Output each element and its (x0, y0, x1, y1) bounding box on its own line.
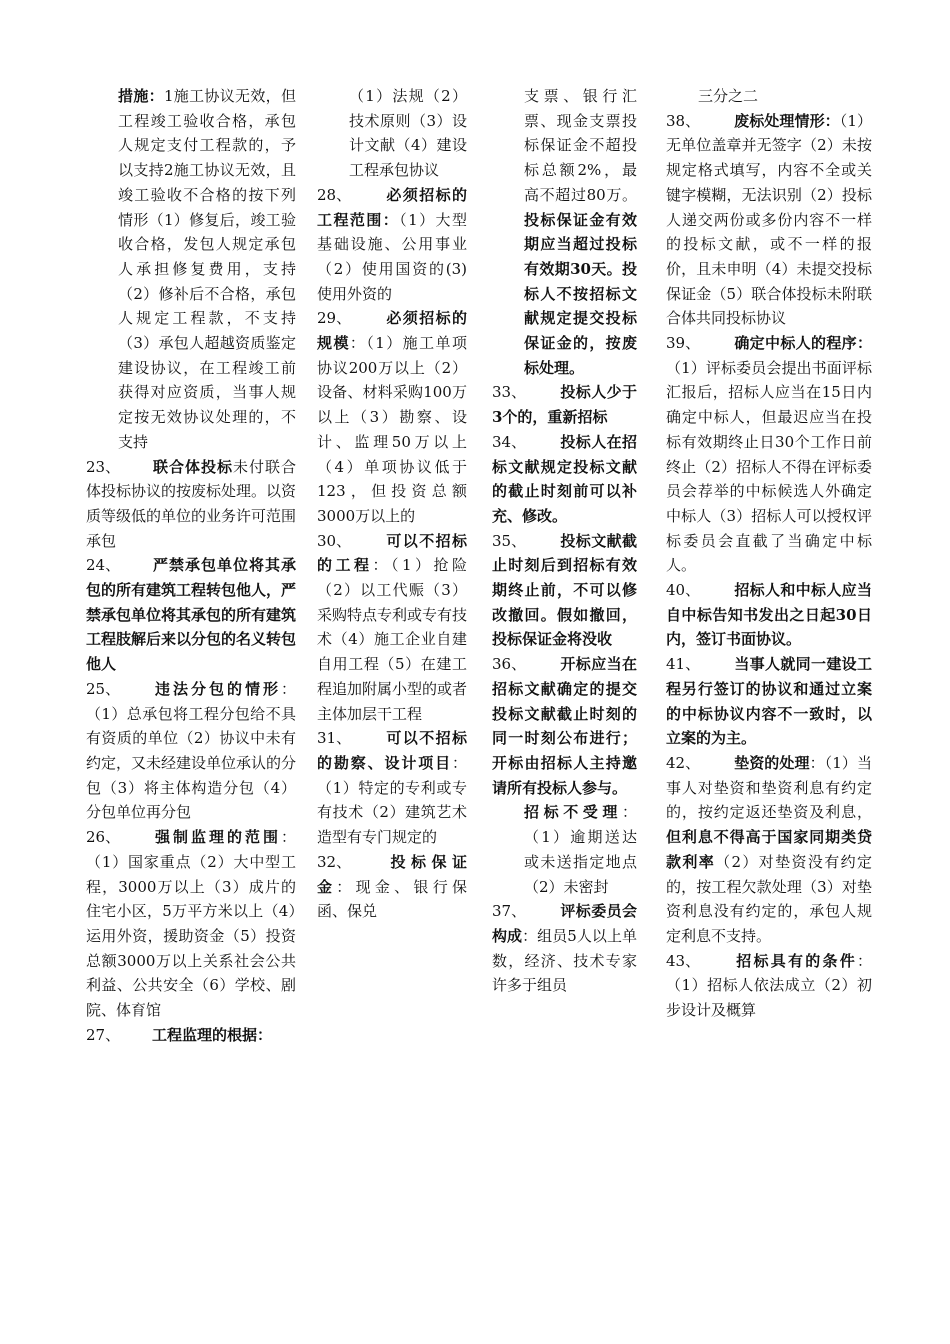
item-number: 27、 (86, 1025, 121, 1044)
text-column-3 (492, 84, 637, 998)
list-item (317, 850, 467, 924)
item-text: （1）无单位盖章并无签字（2）未按规定格式填写，内容不全或关键字模糊，无法识别（2）投标人递交两份或多份内容不一样的投标文献，或不一样的报价，且未申明（4）未提交投标保证金（5）联合体投标未附联合体共同投标协议 (666, 111, 872, 328)
item-emphasis: 但利息不得高于国家同期类贷款利率 (666, 828, 872, 871)
item-heading: 招标人和中标人应当自中标告知书发出之日起30日内，签订书面协议。 (666, 581, 872, 649)
item-heading: 必须招标的工程范围： (317, 185, 467, 229)
item-heading: 联合体投标 (152, 457, 233, 476)
item-text: ：（1）招标人依法成立（2）初步设计及概算 (666, 951, 872, 1020)
item-heading: 必须招标的规模 (317, 309, 467, 353)
item-number: 36、 (492, 655, 527, 674)
list-item (317, 726, 467, 850)
item-heading: 招标不受理 (524, 803, 622, 822)
item-number: 41、 (666, 655, 701, 674)
item-number: 32、 (317, 852, 352, 871)
item-text: （1）大型基础设施、公用事业（2）使用国资的(3)使用外资的 (317, 210, 467, 303)
item-heading: 投标人少于3个的，重新招标 (492, 383, 637, 427)
item-text: （1）评标委员会提出书面评标汇报后，招标人应当在15日内确定中标人，但最迟应当在投标有效期终止日30个工作日前终止（2）招标人不得在评标委员会荐举的中标候选人外确定中标人（3）招标人可以授权评标委员会直截了当确定中标人。 (666, 358, 872, 575)
item-text: ：（1）抢险（2）以工代赈（3）采购特点专利或专有技术（4）施工企业自建自用工程（5）在建工程追加附属小型的或者主体加层干工程 (317, 556, 468, 723)
list-item (666, 109, 872, 331)
item-number: 30、 (317, 531, 352, 550)
item-heading: 投标文献截止时刻后到招标有效期终止前，不可以修改撤回。假如撤回，投标保证金将没收 (492, 531, 637, 649)
list-item (492, 800, 637, 899)
item-heading: 投标保证金 (317, 852, 467, 896)
item-heading: 投标人在招标文献规定投标文献的截止时刻前可以补充、修改。 (492, 432, 637, 525)
list-item (666, 949, 872, 1023)
item-number: 37、 (492, 902, 527, 921)
list-item (86, 677, 296, 825)
item-number: 39、 (666, 334, 701, 353)
item-heading: 垫资的处理 (734, 753, 810, 772)
item-heading: 工程监理的根据： (152, 1025, 273, 1044)
item-number: 34、 (492, 432, 527, 451)
list-item (317, 529, 467, 727)
item-text: 未付联合体投标协议的按废标处理。以资质等级低的单位的业务许可范围承包 (86, 457, 297, 550)
item-heading: 严禁承包单位将其承包的所有建筑工程转包他人，严禁承包单位将其承包的所有建筑工程肢解后来以分包的名义转包他人 (86, 556, 297, 674)
list-item (666, 751, 872, 949)
item-number: 25、 (86, 679, 121, 698)
item-number: 35、 (492, 531, 527, 550)
item-heading: 废标处理情形： (734, 111, 840, 130)
list-item (317, 183, 467, 307)
list-item (86, 84, 296, 455)
item-number: 23、 (86, 457, 121, 476)
item-text: ：（1）国家重点（2）大中型工程，3000万以上（3）成片的住宅小区，5万平方米以上（4）运用外资，援助资金（5）投资总额3000万以上关系社会公共利益、公共安全（6）学校、剧院、体育馆 (86, 828, 296, 1020)
list-item (492, 380, 637, 429)
item-number: 42、 (666, 753, 701, 772)
item-text: ：（1）逾期送达或未送指定地点（2）未密封 (524, 803, 637, 896)
item-text: ：现金、银行保函、保兑 (317, 877, 467, 921)
list-item (666, 331, 872, 578)
item-heading: 当事人就同一建设工程另行签订的协议和通过立案的中标协议内容不一致时，以立案的为主。 (666, 655, 872, 748)
item-text: ：（1）当事人对垫资和垫资利息有约定的，按约定返还垫资及利息， (666, 753, 872, 822)
item-number: 29、 (317, 309, 352, 328)
item-text: 1施工协议无效，但工程竣工验收合格，承包人规定支付工程款的，予以支持2施工协议无效，且竣工验收不合格的按下列情形（1）修复后，竣工验收合格，发包人规定承包人承担修复费用，支持（2）修补后不合格，承包人规定工程款，不支持（3）承包人超越资质鉴定建设协议，在工程竣工前获得对应资质，当事人规定按无效协议处理的，不支持 (118, 87, 296, 451)
list-item (492, 899, 637, 998)
item-number: 38、 (666, 111, 701, 130)
item-heading: 违法分包的情形 (152, 679, 281, 698)
item-number: 33、 (492, 383, 527, 402)
item-heading: 可以不招标的工程 (317, 531, 467, 575)
text-column-1 (86, 84, 296, 1047)
item-text: ：（1）特定的专利或专有技术（2）建筑艺术造型有专门规定的 (317, 753, 467, 847)
item-number: 24、 (86, 556, 121, 575)
list-item (666, 652, 872, 751)
item-heading: 招标具有的条件 (734, 951, 857, 970)
list-item (492, 652, 637, 800)
text-column-4 (666, 84, 872, 1023)
item-text: ：组员5人以上单数，经济、技术专家许多于组员 (492, 926, 637, 995)
item-text: 三分之二 (698, 87, 759, 105)
list-item (492, 430, 637, 529)
item-heading: 强制监理的范围 (152, 828, 281, 847)
list-item (492, 84, 637, 380)
text-column-2 (317, 84, 467, 924)
list-item (317, 306, 467, 528)
item-heading: 可以不招标的勘察、设计项目 (317, 729, 467, 772)
list-item (666, 84, 872, 109)
item-heading: 开标应当在招标文献确定的提交投标文献截止时刻的同一时刻公布进行；开标由招标人主持邀请所有投标人参与。 (492, 655, 637, 797)
list-item (86, 553, 296, 677)
list-item (86, 1023, 296, 1048)
list-item (86, 825, 296, 1023)
item-emphasis: 投标保证金有效期应当超过投标有效期30天。投标人不按招标文献规定提交投标保证金的，按废标处理。 (524, 210, 637, 377)
item-text: （2）对垫资没有约定的，按工程欠款处理（3）对垫资利息没有约定的，承包人规定利息不支持。 (666, 852, 872, 945)
item-number: 31、 (317, 729, 352, 748)
item-number: 26、 (86, 828, 121, 847)
item-text: ：（1）施工单项协议200万以上（2）设备、材料采购100万以上（3）勘察、设计、监理50万以上（4）单项协议低于123，但投资总额3000万以上的 (317, 334, 467, 525)
item-text: 支票、银行汇票、现金支票投标保证金不超投标总额2%，最高不超过80万。 (524, 87, 637, 204)
list-item (492, 529, 637, 653)
list-item (86, 455, 296, 554)
item-heading: 确定中标人的程序： (734, 334, 872, 353)
item-heading: 措施： (118, 87, 164, 105)
item-text: （1）法规（2）技术原则（3）设计文献（4）建设工程承包协议 (349, 87, 467, 180)
item-number: 28、 (317, 185, 352, 204)
item-number: 43、 (666, 951, 701, 970)
item-number: 40、 (666, 581, 701, 600)
list-item (666, 578, 872, 652)
list-item (317, 84, 467, 183)
item-heading: 评标委员会构成 (492, 902, 637, 945)
item-text: ：（1）总承包将工程分包给不具有资质的单位（2）协议中未有约定，又未经建设单位承认的分包（3）将主体构造分包（4）分包单位再分包 (86, 679, 297, 822)
